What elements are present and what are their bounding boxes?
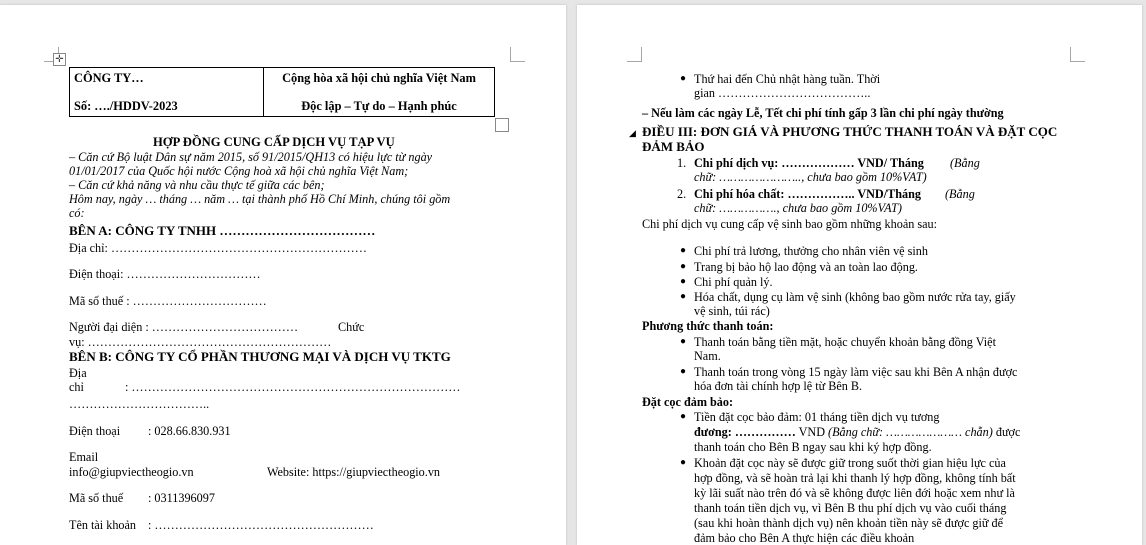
party-b-address-value: : ………………………………………………………………………: [125, 380, 461, 394]
party-b-account-value: : ………………………………………………: [148, 518, 374, 532]
payment-method-heading: Phương thức thanh toán:: [642, 319, 774, 333]
bullet-icon: ●: [680, 261, 687, 272]
margin-mark-top-right: [1070, 47, 1085, 62]
party-b-address-label-2: chỉ: [69, 380, 84, 394]
item-1-number: 1.: [677, 156, 687, 170]
item-2-number: 2.: [677, 187, 687, 201]
party-a-heading: BÊN A: CÔNG TY TNHH ………………………………: [69, 223, 376, 238]
party-b-email-value: info@giupviectheogio.vn: [69, 465, 194, 479]
party-b-phone-value: : 028.66.830.931: [148, 424, 231, 438]
cost-intro: Chi phí dịch vụ cung cấp vệ sinh bao gồm những khoản sau:: [642, 217, 937, 231]
deposit-item-1-equiv: [694, 425, 1020, 439]
party-a-phone: Điện thoại: ……………………………: [69, 267, 261, 281]
cost-item-2: Trang bị bảo hộ lao động và an toàn lao động.: [694, 260, 918, 274]
payment-item-2: Thanh toán trong vòng 15 ngày làm việc sau khi Bên A nhận được: [694, 365, 1018, 379]
party-b-heading: BÊN B: CÔNG TY CỔ PHẦN THƯƠNG MẠI VÀ DỊCH VỤ TKTG: [69, 349, 451, 364]
deposit-heading: Đặt cọc đảm bảo:: [642, 395, 734, 409]
bullet-icon: ●: [680, 411, 687, 422]
cost-item-3: Chi phí quản lý.: [694, 275, 773, 289]
payment-item-1: Thanh toán bằng tiền mặt, hoặc chuyển khoản bằng đồng Việt: [694, 335, 996, 349]
table-resize-handle[interactable]: [495, 118, 509, 132]
deposit-item-2-line-1: Khoản đặt cọc này sẽ được giữ trong suốt thời gian hiệu lực của: [694, 456, 1006, 470]
deposit-item-1-cont: thanh toán cho Bên B ngay sau khi ký hợp đồng.: [694, 440, 932, 454]
contract-number: Số: …./HDDV-2023: [74, 99, 178, 113]
item-1-cont: chữ: ………………….., chưa bao gồm 10%VAT): [694, 170, 927, 184]
bullet-icon: ●: [680, 245, 687, 256]
party-a-position-label: Chức: [338, 320, 365, 334]
deposit-item-2-line-4: thanh toán tiền dịch vụ, vì Bên B thu phí dịch vụ vào cuối tháng: [694, 501, 1007, 515]
margin-mark-top-left: [627, 47, 642, 62]
party-b-account-label: Tên tài khoản: [69, 518, 137, 532]
header-right-cell: [264, 68, 495, 117]
table-move-icon[interactable]: ✛: [53, 53, 66, 66]
payment-item-2-cont: hóa đơn tài chính hợp lệ từ Bên B.: [694, 379, 863, 393]
bullet-icon: ●: [680, 276, 687, 287]
item-2-chemical-cost: Chi phí hóa chất: …………….. VND/Tháng: [694, 187, 921, 201]
party-a-position-cont: vụ: ……………………………………………………: [69, 335, 332, 349]
deposit-paid-word: được: [995, 425, 1021, 439]
deposit-item-2-line-5: (sau khi hoàn thành dịch vụ) nên khoản tiền này sẽ được giữ để: [694, 516, 1004, 530]
national-motto: Độc lập – Tự do – Hạnh phúc: [301, 99, 457, 113]
deposit-currency: VND: [798, 425, 825, 439]
item-1-service-cost: Chi phí dịch vụ: ……………… VND/ Tháng: [694, 156, 924, 170]
party-b-phone-label: Điện thoại: [69, 424, 121, 438]
bullet-icon: ●: [680, 73, 687, 84]
party-b-address-cont: ……………………………..: [69, 397, 210, 411]
article-3-heading: ĐIỀU III: ĐƠN GIÁ VÀ PHƯƠNG THỨC THANH TOÁN VÀ ĐẶT CỌC: [642, 124, 1058, 139]
deposit-words: (Bằng chữ: ………………… chẵn): [828, 425, 993, 439]
schedule-time: gian ………………………………..: [694, 86, 871, 100]
party-a-tax: Mã số thuế : ……………………………: [69, 294, 267, 308]
party-b-email-label: Email: [69, 450, 99, 464]
basis-line-5: có:: [69, 206, 85, 220]
contract-title: HỢP ĐỒNG CUNG CẤP DỊCH VỤ TẠP VỤ: [153, 135, 395, 149]
party-a-representative: Người đại diện : ………………………………: [69, 320, 299, 334]
deposit-equiv-label: đương: ……………: [694, 425, 796, 439]
deposit-item-2-line-2: hợp đồng, và sẽ hoàn trả lại khi thanh lý hợp đồng, không tính bất: [694, 471, 1016, 485]
company-name: CÔNG TY…: [74, 71, 144, 85]
item-2-cont: chữ: ……………., chưa bao gồm 10%VAT): [694, 201, 902, 215]
bullet-icon: ●: [680, 457, 687, 468]
item-1-words-label: (Bằng: [950, 156, 980, 170]
header-left-cell: [70, 68, 264, 117]
party-b-tax-label: Mã số thuế: [69, 491, 124, 505]
basis-line-3: – Căn cứ khả năng và nhu cầu thực tế giữa các bên;: [69, 178, 325, 192]
basis-line-1: – Căn cứ Bộ luật Dân sự năm 2015, số 91/2015/QH13 có hiệu lực từ ngày: [69, 150, 433, 164]
article-3-heading-cont: ĐẢM BẢO: [642, 139, 705, 154]
party-b-address-label-1: Địa: [69, 366, 87, 380]
bullet-icon: ●: [680, 291, 687, 302]
deposit-item-2-line-3: kỳ lãi suất nào trên đó và sẽ không được liên đới hoặc xem như là: [694, 486, 1015, 500]
bullet-icon: ●: [680, 366, 687, 377]
party-b-website: Website: https://giupviectheogio.vn: [267, 465, 441, 479]
party-a-address: Địa chỉ: ………………………………………………………: [69, 241, 367, 255]
party-b-tax-value: : 0311396097: [148, 491, 215, 505]
basis-line-2: 01/01/2017 của Quốc hội nước Cộng hoà xã hội chủ nghĩa Việt Nam;: [69, 164, 409, 178]
bullet-icon: ●: [680, 336, 687, 347]
payment-item-1-cont: Nam.: [694, 349, 721, 363]
cost-item-4-cont: vệ sinh, túi rác): [694, 304, 770, 318]
deposit-item-1: Tiền đặt cọc bảo đảm: 01 tháng tiền dịch vụ tương: [694, 410, 940, 424]
margin-mark-top-right: [510, 47, 525, 62]
cost-item-1: Chi phí trả lương, thưởng cho nhân viên vệ sinh: [694, 244, 928, 258]
basis-line-4: Hôm nay, ngày … tháng … năm … tại thành phố Hồ Chí Minh, chúng tôi gồm: [69, 192, 451, 206]
collapse-triangle-icon[interactable]: ◢: [629, 128, 636, 138]
item-2-words-label: (Bằng: [945, 187, 975, 201]
cost-item-4: Hóa chất, dụng cụ làm vệ sinh (không bao gồm nước rửa tay, giấy: [694, 290, 1016, 304]
holiday-note: – Nếu làm các ngày Lễ, Tết chi phí tính gấp 3 lần chi phí ngày thường: [642, 106, 1004, 120]
header-table: [69, 67, 495, 117]
republic-name: Cộng hòa xã hội chủ nghĩa Việt Nam: [282, 71, 476, 85]
deposit-item-2-line-6: đảm bảo cho Bên A thực hiện các điều khoản: [694, 531, 915, 545]
schedule-line: Thứ hai đến Chủ nhật hàng tuần. Thời: [694, 72, 881, 86]
